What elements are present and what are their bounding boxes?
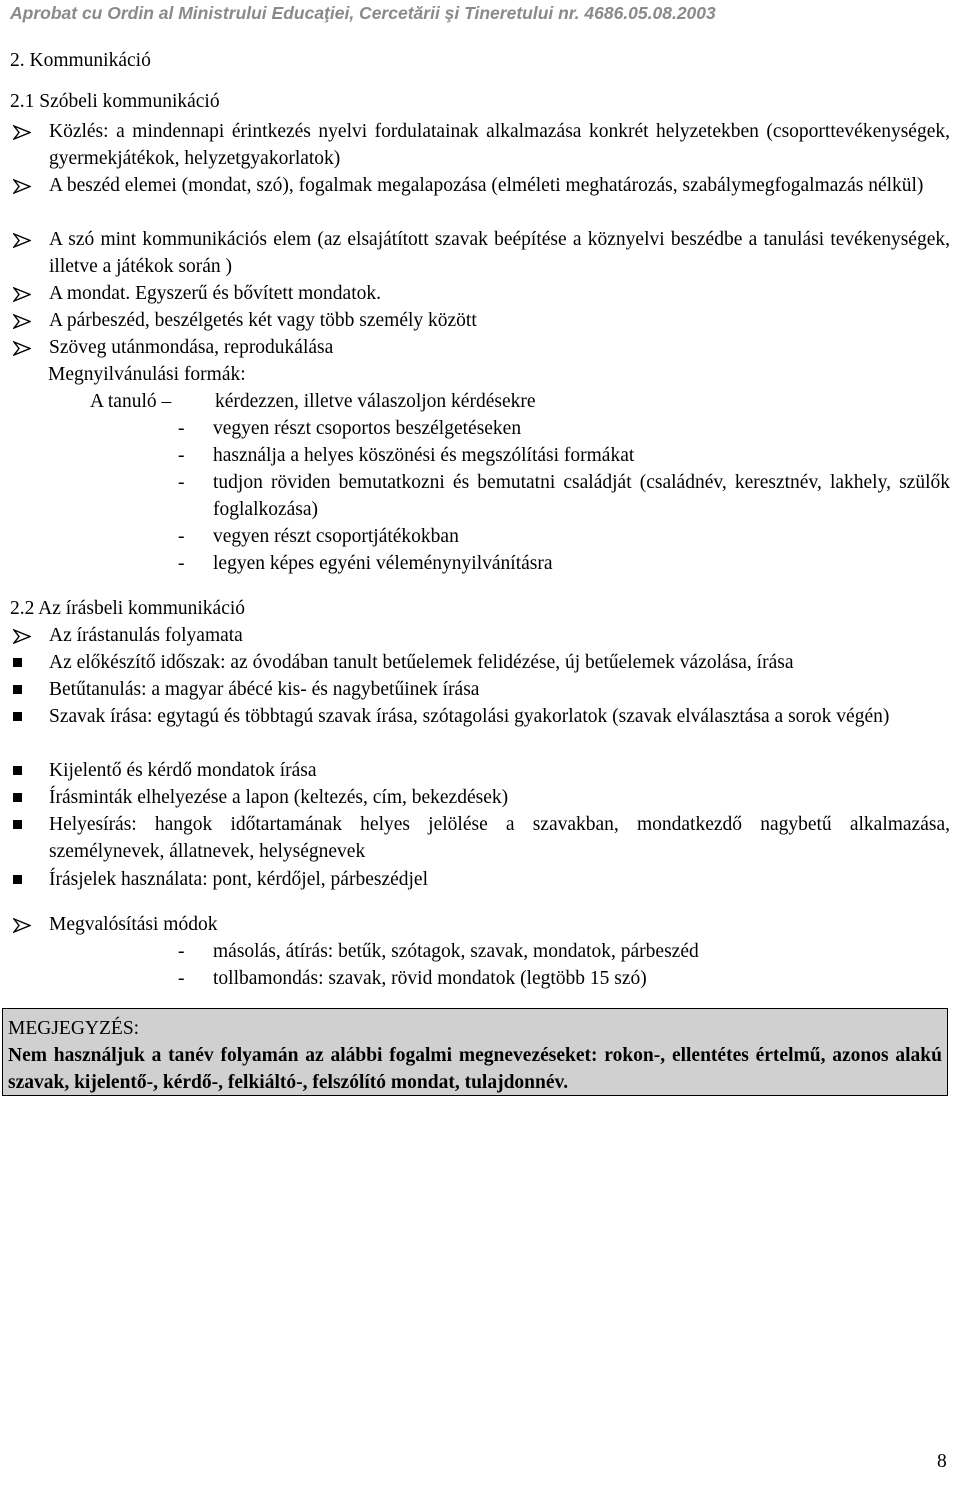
list-item-text: Az írástanulás folyamata [49,625,243,646]
arrow-bullet-icon [13,341,31,356]
list-item [10,622,950,649]
list-item-text: A párbeszéd, beszélgetés két vagy több személy között [49,310,477,331]
square-bullet-icon [13,712,22,721]
dash-mark: - [178,553,185,574]
list-item [10,334,950,361]
dash-item [178,965,950,992]
dash-item-text: legyen képes egyéni véleménynyilvánításra [213,553,553,574]
list-item [10,118,950,172]
arrow-bullet-icon [13,233,31,248]
list-item [10,226,950,280]
section-title: 2. Kommunikáció [10,50,151,71]
arrow-bullet-icon [13,918,31,933]
list-item-text: Szöveg utánmondása, reprodukálása [49,337,334,358]
note-title: MEGJEGYZÉS: [8,1018,140,1039]
list-item-text: A mondat. Egyszerű és bővített mondatok. [49,283,381,304]
note-box [2,1008,948,1096]
dash-mark: - [178,418,185,439]
list-item [10,911,950,938]
dash-mark: - [178,526,185,547]
note-text: Nem használjuk a tanév folyamán az alábbi fogalmi megnevezéseket: rokon-, ellentétes értelmű, azonos alakú szavak, kijelentő-, kérdő-, felkiáltó-, felszólító mondat, tulajdonnév. [8,1045,942,1093]
arrow-bullet-icon [13,179,31,194]
dash-item [178,469,950,523]
list-item-text: Betűtanulás: a magyar ábécé kis- és nagybetűinek írása [49,679,480,700]
forms-label: Megnyilvánulási formák: [48,364,246,385]
arrow-bullet-icon [13,287,31,302]
square-bullet-icon [13,658,22,667]
list-item [10,280,950,307]
list-item-text: Helyesírás: hangok időtartamának helyes jelölése a szavakban, mondatkezdő nagybetű alkalmazása, személynevek, állatnevek, helységnevek [49,814,950,862]
arrow-bullet-icon [13,314,31,329]
dash-item [178,523,950,550]
dash-item-text: vegyen részt csoportos beszélgetéseken [213,418,522,439]
page-header: Aprobat cu Ordin al Ministrului Educaţiei, Cercetării şi Tineretului nr. 4686.05.08.2003 [10,3,716,23]
list-item-text: A szó mint kommunikációs elem (az elsajátított szavak beépítése a köznyelvi beszédbe a tanulási tevékenységek, illetve a játékok során ) [49,229,950,277]
list-item-text: Kijelentő és kérdő mondatok írása [49,760,317,781]
dash-mark: - [178,941,185,962]
list-item [10,866,950,893]
list-item-text: Írásminták elhelyezése a lapon (keltezés, cím, bekezdések) [49,787,509,808]
dash-item-text: tudjon röviden bemutatkozni és bemutatni családját (családnév, keresztnév, lakhely, szülők foglalkozása) [213,472,950,520]
list-item [10,703,950,730]
list-item-text: Szavak írása: egytagú és többtagú szavak írása, szótagolási gyakorlatok (szavak elválasztása a sorok végén) [49,706,890,727]
arrow-bullet-icon [13,125,31,140]
page-number: 8 [937,1451,947,1472]
list-item [10,784,950,811]
dash-item-text: tollbamondás: szavak, rövid mondatok (legtöbb 15 szó) [213,968,647,989]
list-item [10,649,950,676]
dash-mark: - [178,445,185,466]
dash-mark: - [178,472,185,493]
dash-item [178,550,950,577]
dash-item [178,442,950,469]
list-item-text: Írásjelek használata: pont, kérdőjel, párbeszédjel [49,869,428,890]
list-item-text: Közlés: a mindennapi érintkezés nyelvi fordulatainak alkalmazása konkrét helyzetekben (csoporttevékenységek, gyermekjátékok, helyzetgyakorlatok) [49,121,950,169]
dash-item [178,415,950,442]
list-item [10,307,950,334]
student-first-item: kérdezzen, illetve válaszoljon kérdésekre [215,391,536,412]
student-label: A tanuló – [90,391,172,412]
arrow-bullet-icon [13,629,31,644]
list-item [10,676,950,703]
dash-item-text: használja a helyes köszönési és megszólítási formákat [213,445,635,466]
square-bullet-icon [13,766,22,775]
list-item [10,811,950,865]
list-item [10,757,950,784]
square-bullet-icon [13,685,22,694]
square-bullet-icon [13,793,22,802]
dash-item-text: vegyen részt csoportjátékokban [213,526,459,547]
square-bullet-icon [13,875,22,884]
list-item-text: A beszéd elemei (mondat, szó), fogalmak megalapozása (elméleti meghatározás, szabálymegfogalmazás nélkül) [49,175,924,196]
dash-mark: - [178,968,185,989]
dash-item-text: másolás, átírás: betűk, szótagok, szavak, mondatok, párbeszéd [213,941,699,962]
square-bullet-icon [13,820,22,829]
subsection-title-written: 2.2 Az írásbeli kommunikáció [10,598,246,619]
dash-item [178,938,950,965]
list-item-text: Megvalósítási módok [49,914,218,935]
list-item [10,172,950,199]
list-item-text: Az előkészítő időszak: az óvodában tanult betűelemek felidézése, új betűelemek vázolása, írása [49,652,794,673]
subsection-title-oral: 2.1 Szóbeli kommunikáció [10,91,220,112]
